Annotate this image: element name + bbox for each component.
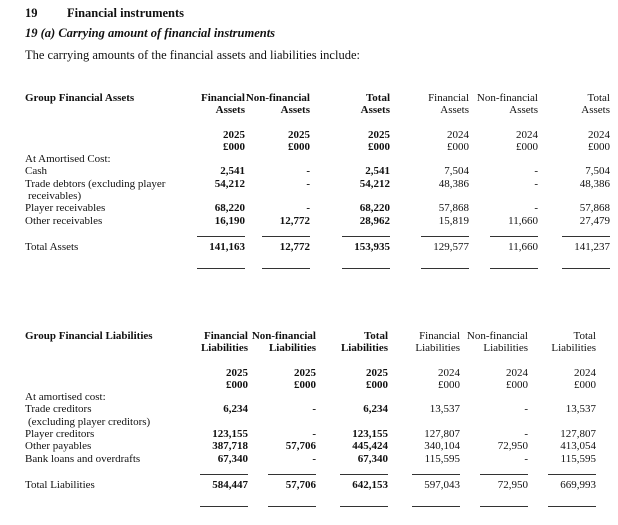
underline	[538, 227, 610, 241]
year-header: 2025	[366, 366, 388, 379]
underline	[316, 497, 388, 511]
total-row	[25, 479, 596, 497]
value-cell: -	[534, 202, 538, 215]
section-title: Financial instruments	[67, 6, 185, 20]
empty-cell	[25, 104, 190, 116]
unit-header: £000	[574, 378, 596, 391]
underline	[388, 465, 460, 479]
value-cell: 115,595	[424, 452, 460, 465]
year-header: 2024	[516, 128, 538, 141]
value-cell: 7,504	[585, 165, 610, 178]
value-cell: 67,340	[357, 452, 388, 465]
column-header: Financial	[200, 92, 245, 104]
intro-text: The carrying amounts of the financial assets and liabilities include:	[25, 48, 360, 62]
unit-row	[25, 141, 610, 153]
total-label: Total Liabilities	[25, 478, 95, 491]
total-value: 141,163	[209, 240, 245, 253]
column-header: Liabilities	[551, 342, 596, 355]
column-header: Assets	[215, 104, 245, 117]
table-row-continuation	[25, 190, 610, 202]
table-row-continuation	[25, 416, 596, 428]
underline	[388, 497, 460, 511]
empty-cell	[25, 227, 190, 241]
table-row	[25, 165, 610, 177]
column-header: Total	[587, 92, 610, 104]
row-label: Player creditors	[25, 428, 95, 441]
value-cell: 13,537	[565, 403, 596, 416]
spacer-row	[25, 355, 596, 367]
value-cell: 340,104	[424, 440, 460, 453]
row-label: Other payables	[25, 440, 92, 453]
value-cell: -	[306, 202, 310, 215]
column-header: Liabilities	[200, 342, 248, 355]
value-cell: 48,386	[438, 177, 469, 190]
empty-cell	[25, 379, 190, 391]
column-header: Total	[365, 92, 390, 104]
column-header: Non-financial	[476, 92, 538, 104]
value-cell: -	[312, 452, 316, 465]
column-header: Assets	[360, 104, 390, 117]
value-cell: -	[524, 452, 528, 465]
value-cell: 16,190	[214, 214, 245, 227]
section-number: 19	[25, 6, 38, 20]
underline	[469, 227, 538, 241]
subsection-heading: 19 (a) Carrying amount of financial instruments	[25, 26, 276, 40]
value-cell: 127,807	[560, 428, 596, 441]
unit-header: £000	[366, 378, 388, 391]
year-header: 2025	[294, 366, 316, 379]
column-header: Total	[363, 330, 388, 342]
year-row	[25, 367, 596, 379]
unit-header: £000	[226, 378, 248, 391]
year-header: 2024	[447, 128, 469, 141]
table-title: Group Financial Assets	[25, 92, 135, 104]
underline	[460, 497, 528, 511]
column-header: Financial	[428, 92, 469, 104]
value-cell: 13,537	[429, 403, 460, 416]
value-cell: 6,234	[223, 403, 248, 416]
column-header: Non-financial	[251, 330, 316, 342]
underline	[469, 259, 538, 273]
column-header: Liabilities	[340, 342, 388, 355]
value-cell: 6,234	[363, 403, 388, 416]
value-cell: 11,660	[508, 214, 538, 227]
year-header: 2024	[506, 366, 528, 379]
value-cell: 72,950	[497, 440, 528, 453]
total-value: 597,043	[424, 478, 460, 491]
year-header: 2025	[368, 128, 390, 141]
row-label: Cash	[25, 165, 47, 178]
unit-header: £000	[447, 140, 469, 153]
year-header: 2025	[288, 128, 310, 141]
row-label-continued: receivables)	[28, 190, 82, 203]
unit-header: £000	[438, 378, 460, 391]
rule-row	[25, 497, 596, 511]
underline	[248, 465, 316, 479]
value-cell: 57,868	[438, 202, 469, 215]
value-cell: 27,479	[579, 214, 610, 227]
underline	[245, 227, 310, 241]
value-cell: 68,220	[359, 202, 390, 215]
year-header: 2025	[226, 366, 248, 379]
value-cell: 445,424	[352, 440, 388, 453]
column-header-row	[25, 342, 596, 354]
section-heading	[25, 6, 184, 21]
unit-row	[25, 379, 596, 391]
value-cell: -	[312, 428, 316, 441]
section-label-row	[25, 153, 610, 165]
column-header: Non-financial	[466, 330, 528, 342]
total-row	[25, 241, 610, 259]
column-header: Assets	[280, 104, 310, 117]
value-cell: 2,541	[365, 165, 390, 178]
unit-header: £000	[288, 140, 310, 153]
row-label: Bank loans and overdrafts	[25, 452, 141, 465]
total-value: 72,950	[497, 478, 528, 491]
underline	[316, 465, 388, 479]
column-header: Assets	[509, 104, 538, 117]
empty-cell	[25, 497, 190, 511]
table-row	[25, 215, 610, 227]
value-cell: 7,504	[444, 165, 469, 178]
column-header: Liabilities	[268, 342, 316, 355]
spacer-row	[25, 117, 610, 129]
column-header: Assets	[440, 104, 469, 117]
section-label: At amortised cost:	[25, 391, 106, 404]
table-row	[25, 440, 596, 452]
row-label: Player receivables	[25, 202, 106, 215]
column-header: Financial	[419, 330, 460, 342]
underline	[190, 465, 248, 479]
empty-cell	[25, 259, 190, 273]
unit-header: £000	[588, 140, 610, 153]
value-cell: 28,962	[359, 214, 390, 227]
column-header: Liabilities	[415, 342, 460, 355]
value-cell: -	[524, 428, 528, 441]
empty-cell	[25, 465, 190, 479]
underline	[190, 227, 245, 241]
year-header: 2024	[588, 128, 610, 141]
value-cell: 54,212	[359, 177, 390, 190]
empty-cell	[25, 342, 190, 354]
value-cell: 48,386	[579, 177, 610, 190]
value-cell: 115,595	[560, 452, 596, 465]
section-label: At Amortised Cost:	[25, 153, 111, 166]
total-value: 57,706	[285, 478, 316, 491]
underline	[390, 227, 469, 241]
value-cell: -	[534, 177, 538, 190]
column-header: Liabilities	[483, 342, 528, 355]
underline	[248, 497, 316, 511]
value-cell: 57,706	[285, 440, 316, 453]
value-cell: 67,340	[217, 452, 248, 465]
underline	[538, 259, 610, 273]
column-header-row	[25, 104, 610, 116]
value-cell: 123,155	[212, 428, 248, 441]
column-header-row	[25, 330, 596, 342]
underline	[245, 259, 310, 273]
table-title: Group Financial Liabilities	[25, 330, 153, 342]
empty-cell	[25, 129, 190, 141]
total-value: 141,237	[574, 240, 610, 253]
year-header: 2024	[574, 366, 596, 379]
value-cell: 54,212	[214, 177, 245, 190]
unit-header: £000	[294, 378, 316, 391]
total-value: 129,577	[433, 240, 469, 253]
underline	[310, 259, 390, 273]
underline	[310, 227, 390, 241]
unit-header: £000	[516, 140, 538, 153]
financial-assets-table	[25, 92, 610, 273]
rule-row	[25, 259, 610, 273]
column-header: Assets	[581, 104, 610, 117]
value-cell: 123,155	[352, 428, 388, 441]
table-row	[25, 453, 596, 465]
empty-cell	[25, 141, 190, 153]
total-value: 11,660	[508, 240, 538, 253]
value-cell: 68,220	[214, 202, 245, 215]
table-row	[25, 428, 596, 440]
value-cell: -	[306, 177, 310, 190]
empty-cell	[25, 367, 190, 379]
value-cell: 127,807	[424, 428, 460, 441]
total-value: 669,993	[560, 478, 596, 491]
underline	[190, 497, 248, 511]
total-label: Total Assets	[25, 240, 79, 253]
total-value: 642,153	[352, 478, 388, 491]
value-cell: 57,868	[579, 202, 610, 215]
underline	[460, 465, 528, 479]
underline	[190, 259, 245, 273]
rule-row	[25, 227, 610, 241]
underline	[528, 497, 596, 511]
year-row	[25, 129, 610, 141]
total-value: 153,935	[354, 240, 390, 253]
year-header: 2024	[438, 366, 460, 379]
value-cell: 12,772	[279, 214, 310, 227]
column-header: Total	[573, 330, 596, 342]
unit-header: £000	[506, 378, 528, 391]
row-label-continued: (excluding player creditors)	[28, 415, 151, 428]
year-header: 2025	[223, 128, 245, 141]
column-header-row	[25, 92, 610, 104]
row-label: Trade creditors	[25, 403, 92, 416]
value-cell: -	[534, 165, 538, 178]
unit-header: £000	[223, 140, 245, 153]
table-row	[25, 202, 610, 214]
column-header: Non-financial	[245, 92, 310, 104]
financial-liabilities-table	[25, 330, 596, 511]
column-header: Financial	[203, 330, 248, 342]
row-label: Other receivables	[25, 214, 103, 227]
value-cell: -	[306, 165, 310, 178]
value-cell: 387,718	[212, 440, 248, 453]
value-cell: 2,541	[220, 165, 245, 178]
unit-header: £000	[368, 140, 390, 153]
underline	[528, 465, 596, 479]
value-cell: -	[524, 403, 528, 416]
table-row	[25, 403, 596, 415]
row-label: Trade debtors (excluding player	[25, 177, 166, 190]
value-cell: -	[312, 403, 316, 416]
value-cell: 15,819	[438, 214, 469, 227]
table-row	[25, 178, 610, 190]
section-label-row	[25, 391, 596, 403]
total-value: 584,447	[212, 478, 248, 491]
underline	[390, 259, 469, 273]
total-value: 12,772	[279, 240, 310, 253]
value-cell: 413,054	[560, 440, 596, 453]
rule-row	[25, 465, 596, 479]
